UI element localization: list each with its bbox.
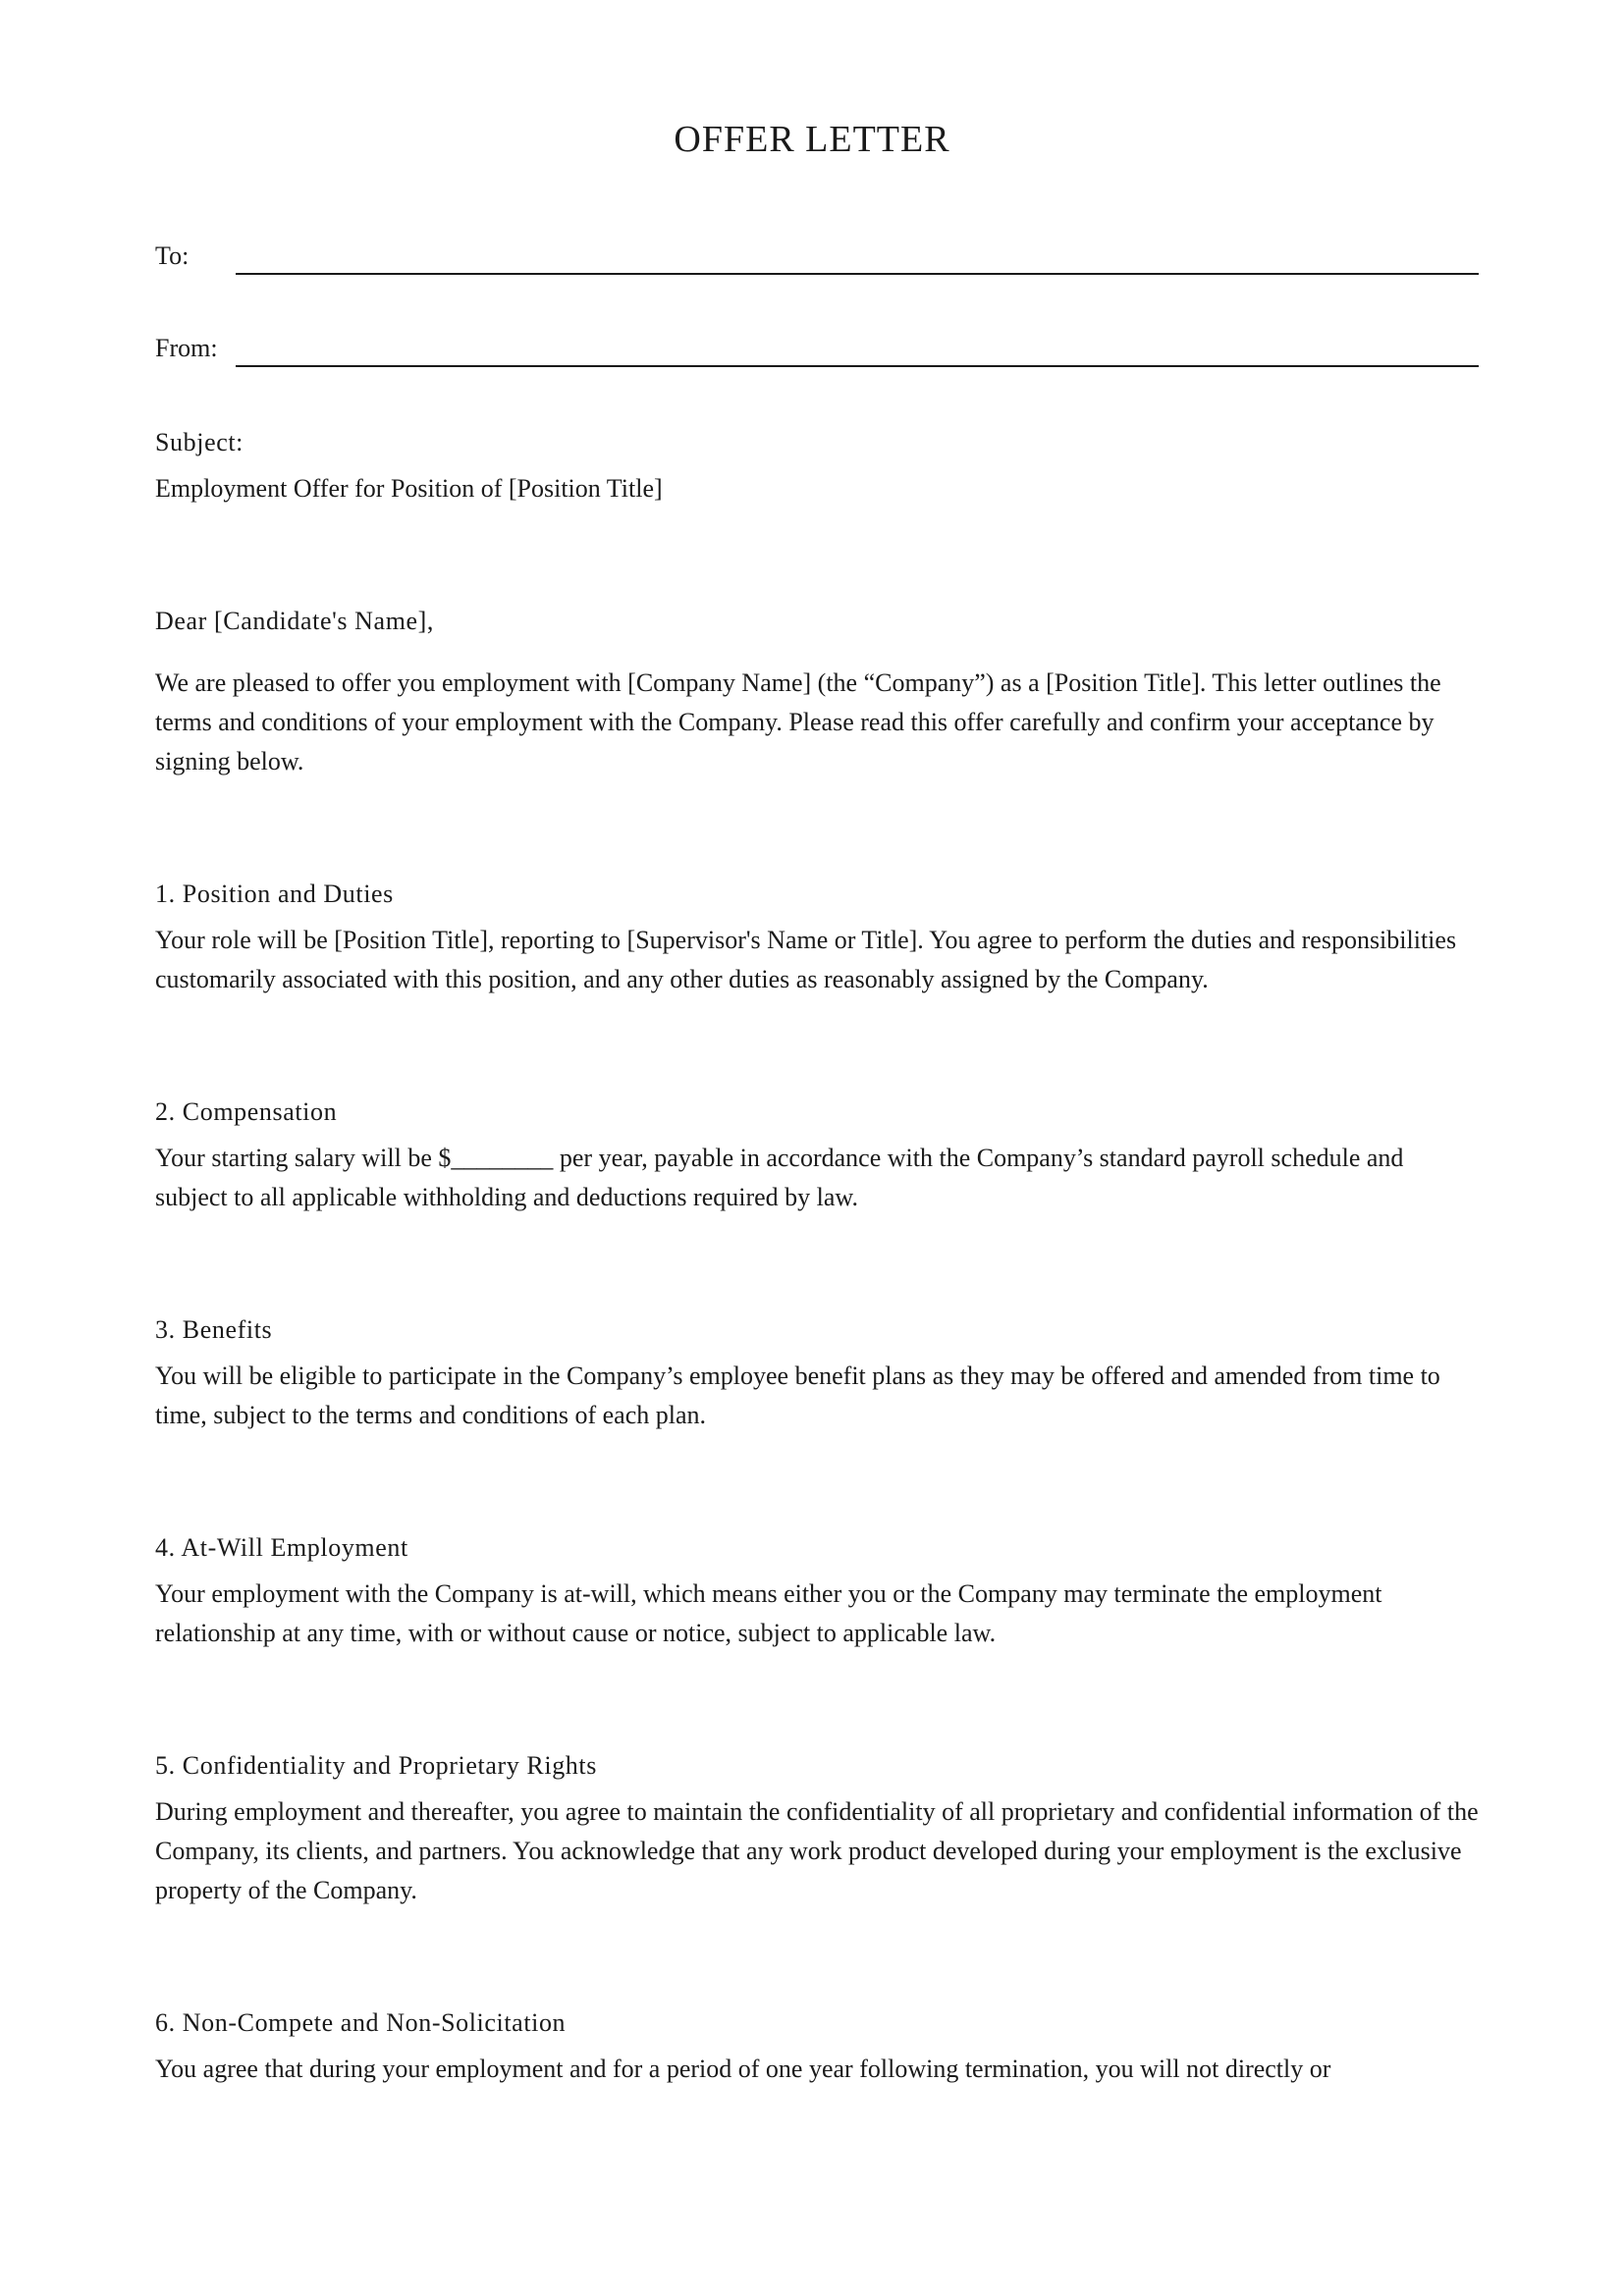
intro-paragraph: We are pleased to offer you employment with [Company Name] (the “Company”) as a [Position Title]. This letter outlines the terms and conditions of your employment with the Company. Please read this offer carefully and confirm your acceptance by signing below. [155,668,1441,775]
section-heading: 4. At-Will Employment [155,1533,408,1562]
section-heading: 3. Benefits [155,1315,273,1344]
to-field [155,236,1479,275]
subject-label: Subject: [155,428,244,456]
section-body: Your starting salary will be $________ per year, payable in accordance with the Company’s standard payroll schedule and subject to all applicable withholding and deductions required by law. [155,1144,1404,1211]
section-heading: 6. Non-Compete and Non-Solicitation [155,2008,567,2037]
from-blank-line [236,365,1479,367]
document-title: OFFER LETTER [674,119,950,160]
section-body: You agree that during your employment and for a period of one year following termination, you will not directly or [155,2055,1331,2083]
from-label: From: [155,334,218,362]
section-body: During employment and thereafter, you agree to maintain the confidentiality of all proprietary and confidential information of the Company, its clients, and partners. You acknowledge that any work product developed during your employment is the exclusive property of the Company. [155,1797,1479,1904]
section-body: You will be eligible to participate in the Company’s employee benefit plans as they may be offered and amended from time to time, subject to the terms and conditions of each plan. [155,1362,1440,1429]
salutation: Dear [Candidate's Name], [155,607,435,635]
section-heading: 1. Position and Duties [155,880,394,908]
to-label: To: [155,241,189,270]
from-field [155,328,1479,367]
section-body: Your role will be [Position Title], reporting to [Supervisor's Name or Title]. You agree to perform the duties and responsibilities customarily associated with this position, and any other duties as reasonably assigned by the Company. [155,926,1457,993]
section-heading: 5. Confidentiality and Proprietary Rights [155,1751,597,1780]
section-heading: 2. Compensation [155,1097,338,1126]
subject-text: Employment Offer for Position of [Position Title] [155,474,663,503]
section-body: Your employment with the Company is at-will, which means either you or the Company may terminate the employment relationship at any time, with or without cause or notice, subject to applicable law. [155,1579,1382,1647]
to-blank-line [236,273,1479,275]
